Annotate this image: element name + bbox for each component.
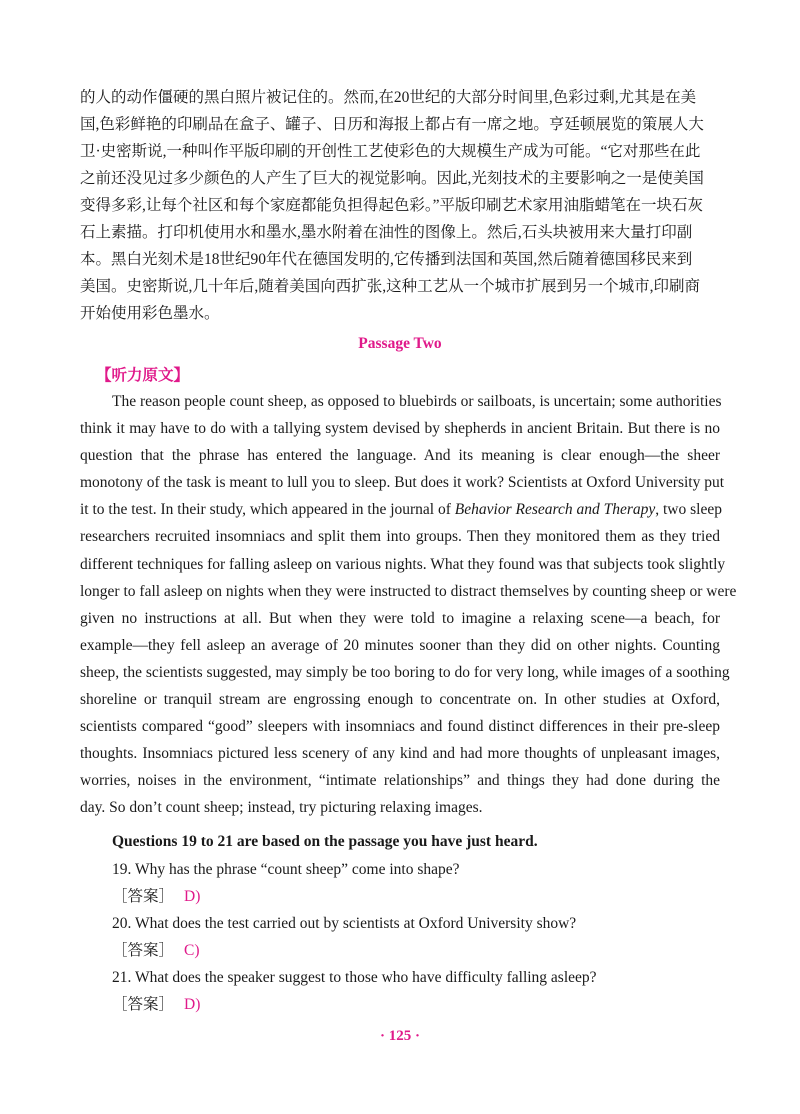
text-line: sheep, the scientists suggested, may simply be too boring to do for very long, while images of a soothing	[80, 663, 730, 681]
answer-label: ［答案］	[112, 888, 175, 905]
answer-value: D)	[184, 888, 201, 905]
answer-20	[112, 937, 732, 964]
text-line: day. So don’t count sheep; instead, try picturing relaxing images.	[80, 799, 483, 817]
text-line: 开始使用彩色墨水。	[80, 305, 220, 322]
text-line: 国,色彩鲜艳的印刷品在盒子、罐子、日历和海报上都占有一席之地。亨廷顿展览的策展人大	[80, 116, 704, 133]
transcript-paragraph	[80, 388, 737, 822]
text-line: The reason people count sheep, as opposed to bluebirds or sailboats, is uncertain; some authorities	[112, 393, 722, 410]
text-line: 石上素描。打印机使用水和墨水,墨水附着在油性的图像上。然后,石头块被用来大量打印副	[80, 224, 693, 241]
text-line: longer to fall asleep on nights when they were instructed to distract themselves by counting sheep or were	[80, 582, 737, 600]
text-line: 的人的动作僵硬的黑白照片被记住的。然而,在20世纪的大部分时间里,色彩过剩,尤其是在美	[80, 89, 697, 106]
text-line	[80, 496, 720, 523]
text-line: worries, noises in the environment, “intimate relationships” and things they had done during the	[80, 772, 720, 790]
line-text: it to the test. In their study, which appeared in the journal of	[80, 501, 451, 519]
text-line: 之前还没见过多少颜色的人产生了巨大的视觉影响。因此,光刻技术的主要影响之一是使美国	[80, 170, 704, 187]
answer-value: D)	[184, 996, 201, 1013]
text-line: scientists compared “good” sleepers with insomniacs and found distinct differences in their pre-sleep	[80, 718, 720, 736]
journal-name: Behavior Research and Therapy	[454, 501, 656, 519]
page-number: · 125 ·	[379, 1028, 420, 1044]
text-line: think it may have to do with a tallying system devised by shepherds in ancient Britain. But there is no	[80, 420, 720, 438]
text-line: researchers recruited insomniacs and split them into groups. Then they monitored them as they tried	[80, 528, 720, 546]
answer-label: ［答案］	[112, 942, 175, 959]
answer-label: ［答案］	[112, 996, 175, 1013]
questions-section	[112, 828, 732, 1018]
text-line: different techniques for falling asleep on various nights. What they found was that subjects took slightly	[80, 555, 726, 573]
text-line: 卫·史密斯说,一种叫作平版印刷的开创性工艺使彩色的大规模生产成为可能。“它对那些在此	[80, 143, 701, 160]
text-line: monotony of the task is meant to lull you to sleep. But does it work? Scientists at Oxford University put	[80, 474, 725, 492]
text-line: shoreline or tranquil stream are engrossing enough to concentrate on. In other studies at Oxford,	[80, 691, 720, 709]
text-line: question that the phrase has entered the language. And its meaning is clear enough—the sheer	[80, 447, 720, 465]
question-19: 19. Why has the phrase “count sheep” come into shape?	[112, 861, 460, 878]
questions-header: Questions 19 to 21 are based on the passage you have just heard.	[112, 833, 538, 850]
question-20: 20. What does the test carried out by scientists at Oxford University show?	[112, 915, 577, 932]
question-21: 21. What does the speaker suggest to those who have difficulty falling asleep?	[112, 969, 597, 986]
transcript-tag: 【听力原文】	[96, 367, 190, 384]
answer-19	[112, 883, 732, 910]
text-line: thoughts. Insomniacs pictured less scenery of any kind and had more thoughts of unpleasant images,	[80, 745, 720, 763]
answer-21	[112, 991, 732, 1018]
line-text: , two sleep	[655, 501, 722, 519]
text-line: example—they fell asleep an average of 20 minutes sooner than they did on other nights. Counting	[80, 636, 720, 654]
answer-value: C)	[184, 942, 200, 959]
text-line: given no instructions at all. But when they were told to imagine a relaxing scene—a beach, for	[80, 609, 720, 627]
section-title: Passage Two	[358, 335, 442, 352]
text-line: 本。黑白光刻术是18世纪90年代在德国发明的,它传播到法国和英国,然后随着德国移民来到	[80, 251, 693, 268]
text-line: 美国。史密斯说,几十年后,随着美国向西扩张,这种工艺从一个城市扩展到另一个城市,印刷商	[80, 278, 701, 295]
text-line: 变得多彩,让每个社区和每个家庭都能负担得起色彩。”平版印刷艺术家用油脂蜡笔在一块石灰	[80, 197, 704, 214]
chinese-paragraph	[80, 84, 720, 327]
